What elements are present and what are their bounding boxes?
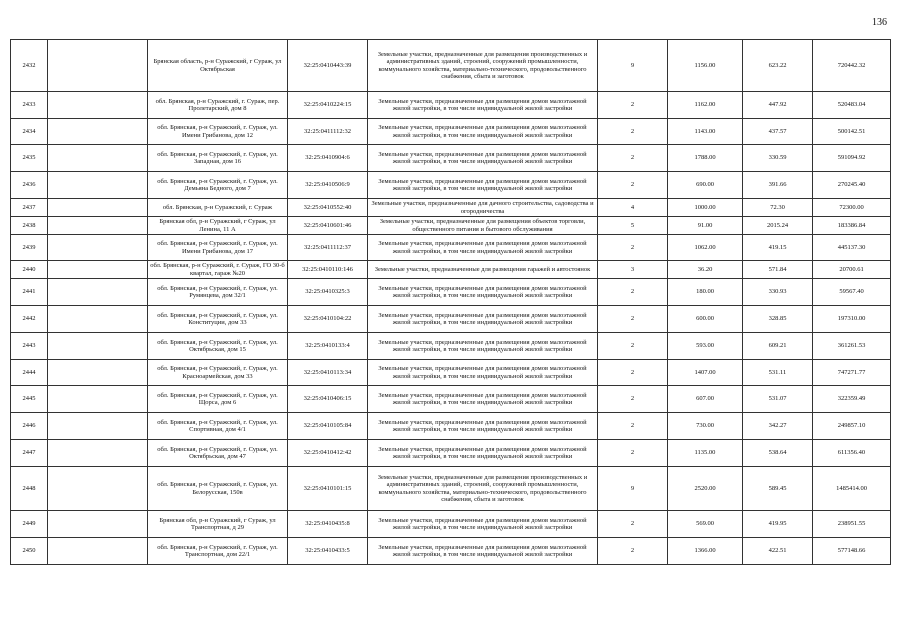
specific-value-cell: 419.15 (743, 235, 813, 261)
blank-cell (48, 511, 148, 538)
address-cell: обл. Брянская, р-н Суражский, г. Сураж, ул. Красноармейская, дом 33 (148, 360, 288, 386)
land-use-cell: Земельные участки, предназначенные для размещения гаражей и автостоянок (368, 261, 598, 279)
address-cell: обл. Брянская, р-н Суражский, г. Сураж, ул. Белорусская, 150в (148, 467, 288, 511)
address-cell: Брянская область, р-н Суражский, г Сураж, ул Октябрьская (148, 40, 288, 92)
blank-cell (48, 217, 148, 235)
blank-cell (48, 279, 148, 306)
area-cell: 600.00 (668, 306, 743, 333)
group-number-cell: 2 (598, 172, 668, 199)
address-cell: Брянская обл, р-н Суражский, г Сураж, ул Транспортная, д 29 (148, 511, 288, 538)
cadastral-value-cell: 183386.84 (813, 217, 891, 235)
row-number: 2450 (11, 538, 48, 565)
table-row (11, 413, 891, 440)
blank-cell (48, 172, 148, 199)
table-row (11, 279, 891, 306)
cadastral-number-cell: 32:25:0410113:34 (288, 360, 368, 386)
cadastral-number-cell: 32:25:0411112:37 (288, 235, 368, 261)
land-use-cell: Земельные участки, предназначенные для размещения домов малоэтажной жилой застройки, в том числе индивидуальной жилой застройки (368, 386, 598, 413)
specific-value-cell: 330.59 (743, 145, 813, 172)
land-use-cell: Земельные участки, предназначенные для размещения производственных и административных зданий, строений, сооружений промышленности, коммунального хозяйства, материально-технического, продовольственного снабжения, сбыта и заготовок (368, 467, 598, 511)
blank-cell (48, 40, 148, 92)
address-cell: обл. Брянская, р-н Суражский, г. Сураж, ул. Октябрьская, дом 47 (148, 440, 288, 467)
address-cell: обл. Брянская, р-н Суражский, г. Сураж, ул. Спортивная, дом 4/1 (148, 413, 288, 440)
area-cell: 730.00 (668, 413, 743, 440)
cadastral-number-cell: 32:25:0410224:15 (288, 92, 368, 119)
row-number: 2444 (11, 360, 48, 386)
row-number: 2439 (11, 235, 48, 261)
address-cell: обл. Брянская, р-н Суражский, г. Сураж, ул. Октябрьская, дом 15 (148, 333, 288, 360)
specific-value-cell: 391.66 (743, 172, 813, 199)
cadastral-number-cell: 32:25:0410101:15 (288, 467, 368, 511)
land-use-cell: Земельные участки, предназначенные для размещения домов малоэтажной жилой застройки, в том числе индивидуальной жилой застройки (368, 279, 598, 306)
row-number: 2437 (11, 199, 48, 217)
table-row (11, 119, 891, 145)
row-number: 2432 (11, 40, 48, 92)
blank-cell (48, 199, 148, 217)
group-number-cell: 9 (598, 467, 668, 511)
row-number: 2447 (11, 440, 48, 467)
cadastral-number-cell: 32:25:0410433:5 (288, 538, 368, 565)
cadastral-value-cell: 520483.04 (813, 92, 891, 119)
row-number: 2446 (11, 413, 48, 440)
cadastral-number-cell: 32:25:0410104:22 (288, 306, 368, 333)
cadastral-number-cell: 32:25:0410105:84 (288, 413, 368, 440)
group-number-cell: 2 (598, 413, 668, 440)
row-number: 2449 (11, 511, 48, 538)
address-cell: обл. Брянская, р-н Суражский, г. Сураж, ул. Демьяна Бедного, дом 7 (148, 172, 288, 199)
address-cell: обл. Брянская, р-н Суражский, г. Сураж, ул. Имени Грибанова, дом 17 (148, 235, 288, 261)
area-cell: 1135.00 (668, 440, 743, 467)
table-row (11, 199, 891, 217)
cadastral-number-cell: 32:25:0411112:32 (288, 119, 368, 145)
cadastral-value-cell: 611356.40 (813, 440, 891, 467)
specific-value-cell: 531.07 (743, 386, 813, 413)
land-use-cell: Земельные участки, предназначенные для дачного строительства, садоводства и огородничества (368, 199, 598, 217)
group-number-cell: 4 (598, 199, 668, 217)
row-number: 2436 (11, 172, 48, 199)
group-number-cell: 2 (598, 279, 668, 306)
blank-cell (48, 145, 148, 172)
specific-value-cell: 330.93 (743, 279, 813, 306)
cadastral-number-cell: 32:25:0410552:40 (288, 199, 368, 217)
cadastral-value-cell: 238951.55 (813, 511, 891, 538)
group-number-cell: 2 (598, 440, 668, 467)
table-row (11, 306, 891, 333)
cadastral-value-cell: 197310.00 (813, 306, 891, 333)
land-use-cell: Земельные участки, предназначенные для размещения домов малоэтажной жилой застройки, в том числе индивидуальной жилой застройки (368, 511, 598, 538)
cadastral-value-cell: 1485414.00 (813, 467, 891, 511)
cadastral-value-cell: 270245.40 (813, 172, 891, 199)
land-use-cell: Земельные участки, предназначенные для размещения домов малоэтажной жилой застройки, в том числе индивидуальной жилой застройки (368, 235, 598, 261)
area-cell: 1000.00 (668, 199, 743, 217)
row-number: 2448 (11, 467, 48, 511)
cadastral-number-cell: 32:25:0410325:3 (288, 279, 368, 306)
area-cell: 1366.00 (668, 538, 743, 565)
land-use-cell: Земельные участки, предназначенные для размещения производственных и административных зданий, строений, сооружений промышленности, коммунального хозяйства, материально-технического, продовольственного снабжения, сбыта и заготовок (368, 40, 598, 92)
area-cell: 569.00 (668, 511, 743, 538)
row-number: 2435 (11, 145, 48, 172)
cadastral-number-cell: 32:25:0410406:15 (288, 386, 368, 413)
area-cell: 91.00 (668, 217, 743, 235)
group-number-cell: 2 (598, 538, 668, 565)
table-row (11, 538, 891, 565)
area-cell: 607.00 (668, 386, 743, 413)
blank-cell (48, 92, 148, 119)
cadastral-value-cell: 591094.92 (813, 145, 891, 172)
blank-cell (48, 333, 148, 360)
land-use-cell: Земельные участки, предназначенные для размещения объектов торговли, общественного питания и бытового обслуживания (368, 217, 598, 235)
cadastral-value-cell: 577148.66 (813, 538, 891, 565)
land-use-cell: Земельные участки, предназначенные для размещения домов малоэтажной жилой застройки, в том числе индивидуальной жилой застройки (368, 119, 598, 145)
table-row (11, 360, 891, 386)
group-number-cell: 2 (598, 333, 668, 360)
cadastral-number-cell: 32:25:0410412:42 (288, 440, 368, 467)
area-cell: 1788.00 (668, 145, 743, 172)
row-number: 2433 (11, 92, 48, 119)
cadastral-value-cell: 322359.49 (813, 386, 891, 413)
specific-value-cell: 571.84 (743, 261, 813, 279)
area-cell: 1062.00 (668, 235, 743, 261)
table-row (11, 261, 891, 279)
group-number-cell: 2 (598, 119, 668, 145)
cadastral-value-cell: 445137.30 (813, 235, 891, 261)
cadastral-value-cell: 500142.51 (813, 119, 891, 145)
cadastral-number-cell: 32:25:0410110:146 (288, 261, 368, 279)
blank-cell (48, 413, 148, 440)
land-use-cell: Земельные участки, предназначенные для размещения домов малоэтажной жилой застройки, в том числе индивидуальной жилой застройки (368, 92, 598, 119)
table-row (11, 92, 891, 119)
group-number-cell: 2 (598, 386, 668, 413)
group-number-cell: 2 (598, 511, 668, 538)
group-number-cell: 2 (598, 306, 668, 333)
specific-value-cell: 623.22 (743, 40, 813, 92)
address-cell: обл. Брянская, р-н Суражский, г. Сураж, пер. Пролетарский, дом 8 (148, 92, 288, 119)
specific-value-cell: 328.85 (743, 306, 813, 333)
area-cell: 36.20 (668, 261, 743, 279)
blank-cell (48, 360, 148, 386)
row-number: 2434 (11, 119, 48, 145)
land-use-cell: Земельные участки, предназначенные для размещения домов малоэтажной жилой застройки, в том числе индивидуальной жилой застройки (368, 333, 598, 360)
land-use-cell: Земельные участки, предназначенные для размещения домов малоэтажной жилой застройки, в том числе индивидуальной жилой застройки (368, 538, 598, 565)
cadastral-value-cell: 361261.53 (813, 333, 891, 360)
area-cell: 2520.00 (668, 467, 743, 511)
specific-value-cell: 609.21 (743, 333, 813, 360)
specific-value-cell: 589.45 (743, 467, 813, 511)
row-number: 2440 (11, 261, 48, 279)
area-cell: 1156.00 (668, 40, 743, 92)
table-row (11, 235, 891, 261)
address-cell: обл. Брянская, р-н Суражский, г. Сураж, ул. Западная, дом 16 (148, 145, 288, 172)
area-cell: 690.00 (668, 172, 743, 199)
specific-value-cell: 72.30 (743, 199, 813, 217)
blank-cell (48, 235, 148, 261)
land-use-cell: Земельные участки, предназначенные для размещения домов малоэтажной жилой застройки, в том числе индивидуальной жилой застройки (368, 413, 598, 440)
blank-cell (48, 538, 148, 565)
land-use-cell: Земельные участки, предназначенные для размещения домов малоэтажной жилой застройки, в том числе индивидуальной жилой застройки (368, 172, 598, 199)
table-row (11, 440, 891, 467)
area-cell: 593.00 (668, 333, 743, 360)
address-cell: обл. Брянская, р-н Суражский, г. Сураж, ул. Транспортная, дом 22/1 (148, 538, 288, 565)
specific-value-cell: 422.51 (743, 538, 813, 565)
blank-cell (48, 119, 148, 145)
cadastral-value-cell: 249857.10 (813, 413, 891, 440)
cadastral-number-cell: 32:25:0410133:4 (288, 333, 368, 360)
address-cell: обл. Брянская, р-н Суражский, г. Сураж, ул. Щорса, дом 6 (148, 386, 288, 413)
blank-cell (48, 440, 148, 467)
blank-cell (48, 386, 148, 413)
table-row (11, 40, 891, 92)
row-number: 2442 (11, 306, 48, 333)
group-number-cell: 9 (598, 40, 668, 92)
land-use-cell: Земельные участки, предназначенные для размещения домов малоэтажной жилой застройки, в том числе индивидуальной жилой застройки (368, 306, 598, 333)
specific-value-cell: 419.95 (743, 511, 813, 538)
address-cell: обл. Брянская, р-н Суражский, г. Сураж, ул. Конституции, дом 33 (148, 306, 288, 333)
cadastral-number-cell: 32:25:0410443:39 (288, 40, 368, 92)
group-number-cell: 2 (598, 145, 668, 172)
group-number-cell: 3 (598, 261, 668, 279)
table-row (11, 511, 891, 538)
address-cell: обл. Брянская, р-н Суражский, г. Сураж, ул. Имени Грибанова, дом 12 (148, 119, 288, 145)
table-row (11, 217, 891, 235)
land-use-cell: Земельные участки, предназначенные для размещения домов малоэтажной жилой застройки, в том числе индивидуальной жилой застройки (368, 360, 598, 386)
cadastral-value-cell: 20700.61 (813, 261, 891, 279)
specific-value-cell: 447.92 (743, 92, 813, 119)
cadastral-value-cell: 59567.40 (813, 279, 891, 306)
blank-cell (48, 306, 148, 333)
row-number: 2438 (11, 217, 48, 235)
blank-cell (48, 467, 148, 511)
area-cell: 180.00 (668, 279, 743, 306)
group-number-cell: 2 (598, 92, 668, 119)
row-number: 2441 (11, 279, 48, 306)
address-cell: обл. Брянская, р-н Суражский, г. Сураж, ул. Румянцева, дом 32/1 (148, 279, 288, 306)
specific-value-cell: 538.64 (743, 440, 813, 467)
group-number-cell: 5 (598, 217, 668, 235)
group-number-cell: 2 (598, 360, 668, 386)
row-number: 2443 (11, 333, 48, 360)
area-cell: 1162.00 (668, 92, 743, 119)
table-row (11, 467, 891, 511)
specific-value-cell: 2015.24 (743, 217, 813, 235)
area-cell: 1407.00 (668, 360, 743, 386)
cadastral-number-cell: 32:25:0410601:46 (288, 217, 368, 235)
cadastral-number-cell: 32:25:0410435:8 (288, 511, 368, 538)
cadastral-value-cell: 747271.77 (813, 360, 891, 386)
table-row (11, 386, 891, 413)
specific-value-cell: 342.27 (743, 413, 813, 440)
table-row (11, 145, 891, 172)
row-number: 2445 (11, 386, 48, 413)
address-cell: обл. Брянская, р-н Суражский, г. Сураж (148, 199, 288, 217)
table-row (11, 172, 891, 199)
specific-value-cell: 531.11 (743, 360, 813, 386)
blank-cell (48, 261, 148, 279)
cadastral-value-cell: 720442.32 (813, 40, 891, 92)
address-cell: Брянская обл, р-н Суражский, г Сураж, ул Ленина, 11 А (148, 217, 288, 235)
land-use-cell: Земельные участки, предназначенные для размещения домов малоэтажной жилой застройки, в том числе индивидуальной жилой застройки (368, 440, 598, 467)
cadastral-value-table (10, 39, 891, 565)
specific-value-cell: 437.57 (743, 119, 813, 145)
table-row (11, 333, 891, 360)
cadastral-number-cell: 32:25:0410904:6 (288, 145, 368, 172)
address-cell: обл. Брянская, р-н Суражский, г. Сураж, ГО 30-б квартал, гараж №20 (148, 261, 288, 279)
land-use-cell: Земельные участки, предназначенные для размещения домов малоэтажной жилой застройки, в том числе индивидуальной жилой застройки (368, 145, 598, 172)
page-number: 136 (872, 17, 887, 28)
cadastral-number-cell: 32:25:0410506:9 (288, 172, 368, 199)
group-number-cell: 2 (598, 235, 668, 261)
cadastral-value-cell: 72300.00 (813, 199, 891, 217)
area-cell: 1143.00 (668, 119, 743, 145)
